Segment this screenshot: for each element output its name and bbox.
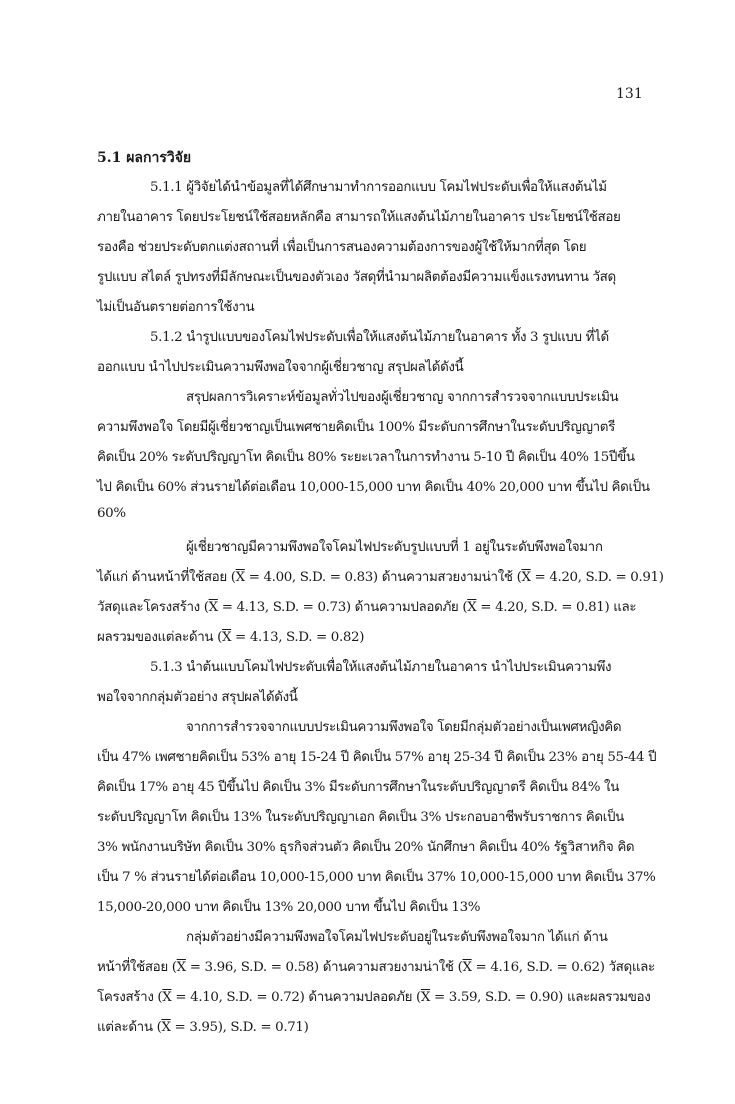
mean-symbol: $\overline{X}$	[161, 1020, 171, 1035]
paragraph-line: ได้แก่ ด้านหน้าที่ใช้สอย ($\overline{X} = 4.00$, S.D. = 0.83) ด้านความสวยงามน่าใช้ ($\overline{X} = 4.20$, S.D. = 0.91)	[97, 570, 664, 585]
paragraph-line: ไม่เป็นอันตรายต่อการใช้งาน	[97, 300, 255, 315]
mean-symbol: $\overline{X}$	[235, 570, 245, 585]
mean-symbol: $\overline{X}$	[176, 960, 186, 975]
paragraph-line: วัสดุและโครงสร้าง ($\overline{X} = 4.13$, S.D. = 0.73) ด้านความปลอดภัย ($\overline{X} = 4.20$, S.D. = 0.81) และ	[97, 600, 637, 615]
paragraph-line: 5.1.3 นำต้นแบบโคมไฟประดับเพื่อให้แสงต้นไม้ภายในอาคาร นำไปประเมินความพึง	[150, 660, 612, 675]
section-heading: 5.1 ผลการวิจัย	[97, 150, 192, 166]
paragraph-line: พอใจจากกลุ่มตัวอย่าง สรุปผลได้ดังนี้	[97, 690, 298, 705]
mean-symbol: $\overline{X}$	[521, 570, 531, 585]
paragraph-line: 60%	[97, 506, 126, 521]
paragraph-line: ภายในอาคาร โดยประโยชน์ใช้สอยหลักคือ สามารถให้แสงต้นไม้ภายในอาคาร ประโยชน์ใช้สอย	[97, 210, 621, 225]
paragraph-line: ออกแบบ นำไปประเมินความพึงพอใจจากผู้เชี่ยวชาญ สรุปผลได้ดังนี้	[97, 360, 464, 375]
paragraph-line: รูปแบบ สไตล์ รูปทรงที่มีลักษณะเป็นของตัวเอง วัสดุที่นำมาผลิตต้องมีความแข็งแรงทนทาน วัสดุ	[97, 270, 616, 285]
paragraph-line: 5.1.2 นำรูปแบบของโคมไฟประดับเพื่อให้แสงต้นไม้ภายในอาคาร ทั้ง 3 รูปแบบ ที่ได้	[150, 330, 609, 345]
mean-symbol: $\overline{X}$	[162, 990, 172, 1005]
paragraph-line: คิดเป็น 17% อายุ 45 ปีขึ้นไป คิดเป็น 3% มีระดับการศึกษาในระดับปริญญาตรี คิดเป็น 84% ใน	[97, 780, 620, 795]
paragraph-line: เป็น 47% เพศชายคิดเป็น 53% อายุ 15-24 ปี คิดเป็น 57% อายุ 25-34 ปี คิดเป็น 23% อายุ 55-44 ปี	[97, 750, 657, 765]
page-number: 131	[616, 86, 643, 102]
paragraph-line: ระดับปริญญาโท คิดเป็น 13% ในระดับปริญญาเอก คิดเป็น 3% ประกอบอาชีพรับราชการ คิดเป็น	[97, 810, 624, 825]
mean-symbol: $\overline{X}$	[462, 960, 472, 975]
mean-symbol: $\overline{X}$	[420, 990, 431, 1005]
paragraph-line: รองคือ ช่วยประดับตกแต่งสถานที่ เพื่อเป็นการสนองความต้องการของผู้ใช้ให้มากที่สุด โดย	[97, 240, 587, 255]
paragraph-line: ผู้เชี่ยวชาญมีความพึงพอใจโคมไฟประดับรูปแบบที่ 1 อยู่ในระดับพึงพอใจมาก	[186, 540, 603, 555]
paragraph-line: จากการสำรวจจากแบบประเมินความพึงพอใจ โดยมีกลุ่มตัวอย่างเป็นเพศหญิงคิด	[186, 720, 622, 735]
paragraph-line: โครงสร้าง ($\overline{X} = 4.10$, S.D. = 0.72) ด้านความปลอดภัย ($\overline{X} = 3.59$, S.D. = 0.90) และผลรวมของ	[97, 990, 651, 1005]
mean-symbol: $\overline{X}$	[208, 600, 218, 615]
paragraph-line: 5.1.1 ผู้วิจัยได้นำข้อมูลที่ได้ศึกษามาทำการออกแบบ โคมไฟประดับเพื่อให้แสงต้นไม้	[150, 180, 607, 195]
paragraph-line: 3% พนักงานบริษัท คิดเป็น 30% ธุรกิจส่วนตัว คิดเป็น 20% นักศึกษา คิดเป็น 40% รัฐวิสาหกิจ คิด	[97, 840, 635, 855]
mean-symbol: $\overline{X}$	[467, 600, 477, 615]
paragraph-line: 15,000-20,000 บาท คิดเป็น 13% 20,000 บาท ขึ้นไป คิดเป็น 13%	[97, 900, 481, 915]
paragraph-line: คิดเป็น 20% ระดับปริญญาโท คิดเป็น 80% ระยะเวลาในการทำงาน 5-10 ปี คิดเป็น 40% 15ปีขึ้น	[97, 450, 635, 465]
paragraph-line: สรุปผลการวิเคราะห์ข้อมูลทั่วไปของผู้เชี่ยวชาญ จากการสำรวจจากแบบประเมิน	[186, 390, 619, 405]
paragraph-line: ความพึงพอใจ โดยมีผู้เชี่ยวชาญเป็นเพศชายคิดเป็น 100% มีระดับการศึกษาในระดับปริญญาตรี	[97, 420, 615, 435]
paragraph-line: ผลรวมของแต่ละด้าน ($\overline{X} = 4.13$, S.D. = 0.82)	[97, 630, 365, 645]
paragraph-line: เป็น 7 % ส่วนรายได้ต่อเดือน 10,000-15,000 บาท คิดเป็น 37% 10,000-15,000 บาท คิดเป็น 37%	[97, 870, 656, 885]
mean-symbol: $\overline{X}$	[221, 630, 232, 645]
paragraph-line: ไป คิดเป็น 60% ส่วนรายได้ต่อเดือน 10,000-15,000 บาท คิดเป็น 40% 20,000 บาท ขึ้นไป คิดเป็น	[97, 480, 650, 495]
paragraph-line: หน้าที่ใช้สอย ($\overline{X} = 3.96$, S.D. = 0.58) ด้านความสวยงามน่าใช้ ($\overline{X} = 4.16$, S.D. = 0.62) วัสดุและ	[97, 960, 655, 975]
paragraph-line: กลุ่มตัวอย่างมีความพึงพอใจโคมไฟประดับอยู่ในระดับพึงพอใจมาก ได้แก่ ด้าน	[186, 930, 608, 945]
paragraph-line: แต่ละด้าน $(\overline{X} = 3.95)$, S.D. = 0.71)	[97, 1020, 309, 1035]
